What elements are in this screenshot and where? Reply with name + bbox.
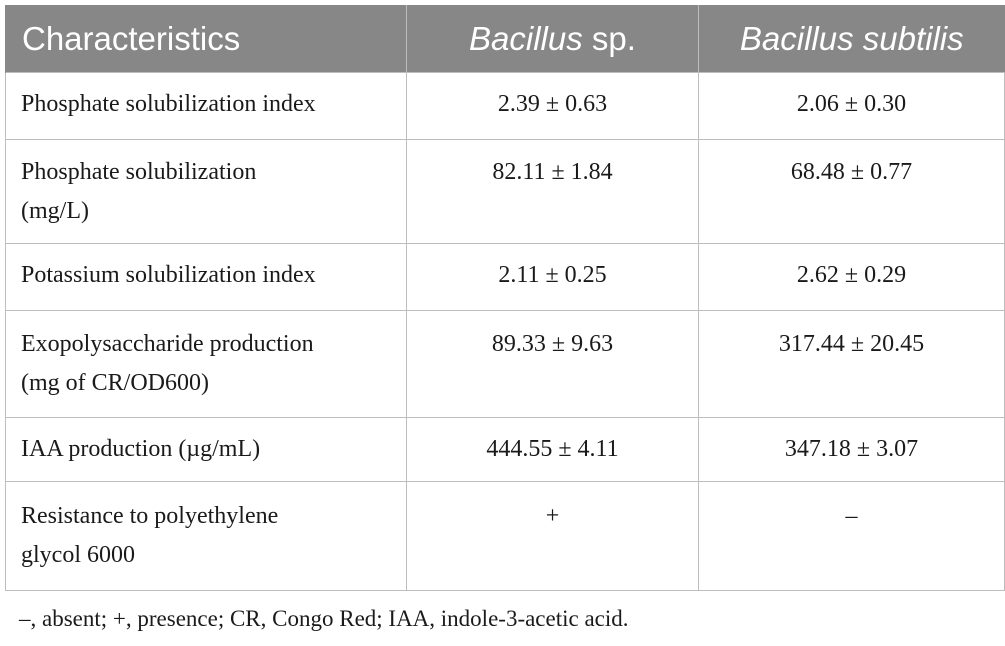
- row-label: [6, 482, 407, 591]
- table-row: [6, 140, 1005, 244]
- row-label-line-2: (mg of CR/OD600): [21, 370, 209, 396]
- row-label-line-1: Potassium solubilization index: [21, 262, 316, 288]
- header-bacillus-subtilis: [699, 5, 1005, 73]
- header-characteristics: Characteristics: [6, 5, 407, 73]
- table-row: [6, 418, 1005, 482]
- cell-bacillus-sp: +: [407, 482, 699, 591]
- row-label: [6, 311, 407, 418]
- cell-bacillus-sp: 444.55 ± 4.11: [407, 418, 699, 482]
- cell-bacillus-subtilis: 68.48 ± 0.77: [699, 140, 1005, 244]
- characteristics-table: [5, 5, 1005, 591]
- header-bacillus-sp: [407, 5, 699, 73]
- table-footnote: –, absent; +, presence; CR, Congo Red; IAA, indole-3-acetic acid.: [19, 606, 629, 631]
- header-row: [6, 5, 1005, 73]
- row-label-line-2: glycol 6000: [21, 542, 135, 568]
- cell-bacillus-subtilis: 317.44 ± 20.45: [699, 311, 1005, 418]
- cell-bacillus-sp: 89.33 ± 9.63: [407, 311, 699, 418]
- table-row: [6, 73, 1005, 140]
- table-body: [6, 73, 1005, 591]
- row-label-line-1: Phosphate solubilization: [21, 159, 257, 185]
- row-label-line-1: Resistance to polyethylene: [21, 503, 279, 529]
- row-label-line-1: Phosphate solubilization index: [21, 91, 316, 117]
- row-label: [6, 73, 407, 140]
- cell-bacillus-subtilis: 347.18 ± 3.07: [699, 418, 1005, 482]
- table-row: [6, 482, 1005, 591]
- row-label: [6, 418, 407, 482]
- row-label: [6, 244, 407, 311]
- table-row: [6, 244, 1005, 311]
- table-row: [6, 311, 1005, 418]
- header-bacillus-subtilis-label: Bacillus subtilis: [739, 20, 964, 57]
- row-label-line-1: IAA production (µg/mL): [21, 436, 261, 462]
- cell-bacillus-sp: 2.39 ± 0.63: [407, 73, 699, 140]
- header-bacillus-sp-suffix: sp.: [582, 20, 636, 57]
- cell-bacillus-sp: 82.11 ± 1.84: [407, 140, 699, 244]
- table-header: [6, 5, 1005, 73]
- header-bacillus-sp-genus: Bacillus: [469, 20, 583, 57]
- cell-bacillus-sp: 2.11 ± 0.25: [407, 244, 699, 311]
- cell-bacillus-subtilis: 2.06 ± 0.30: [699, 73, 1005, 140]
- row-label-line-2: (mg/L): [21, 198, 89, 224]
- row-label-line-1: Exopolysaccharide production: [21, 331, 314, 357]
- row-label: [6, 140, 407, 244]
- cell-bacillus-subtilis: –: [699, 482, 1005, 591]
- cell-bacillus-subtilis: 2.62 ± 0.29: [699, 244, 1005, 311]
